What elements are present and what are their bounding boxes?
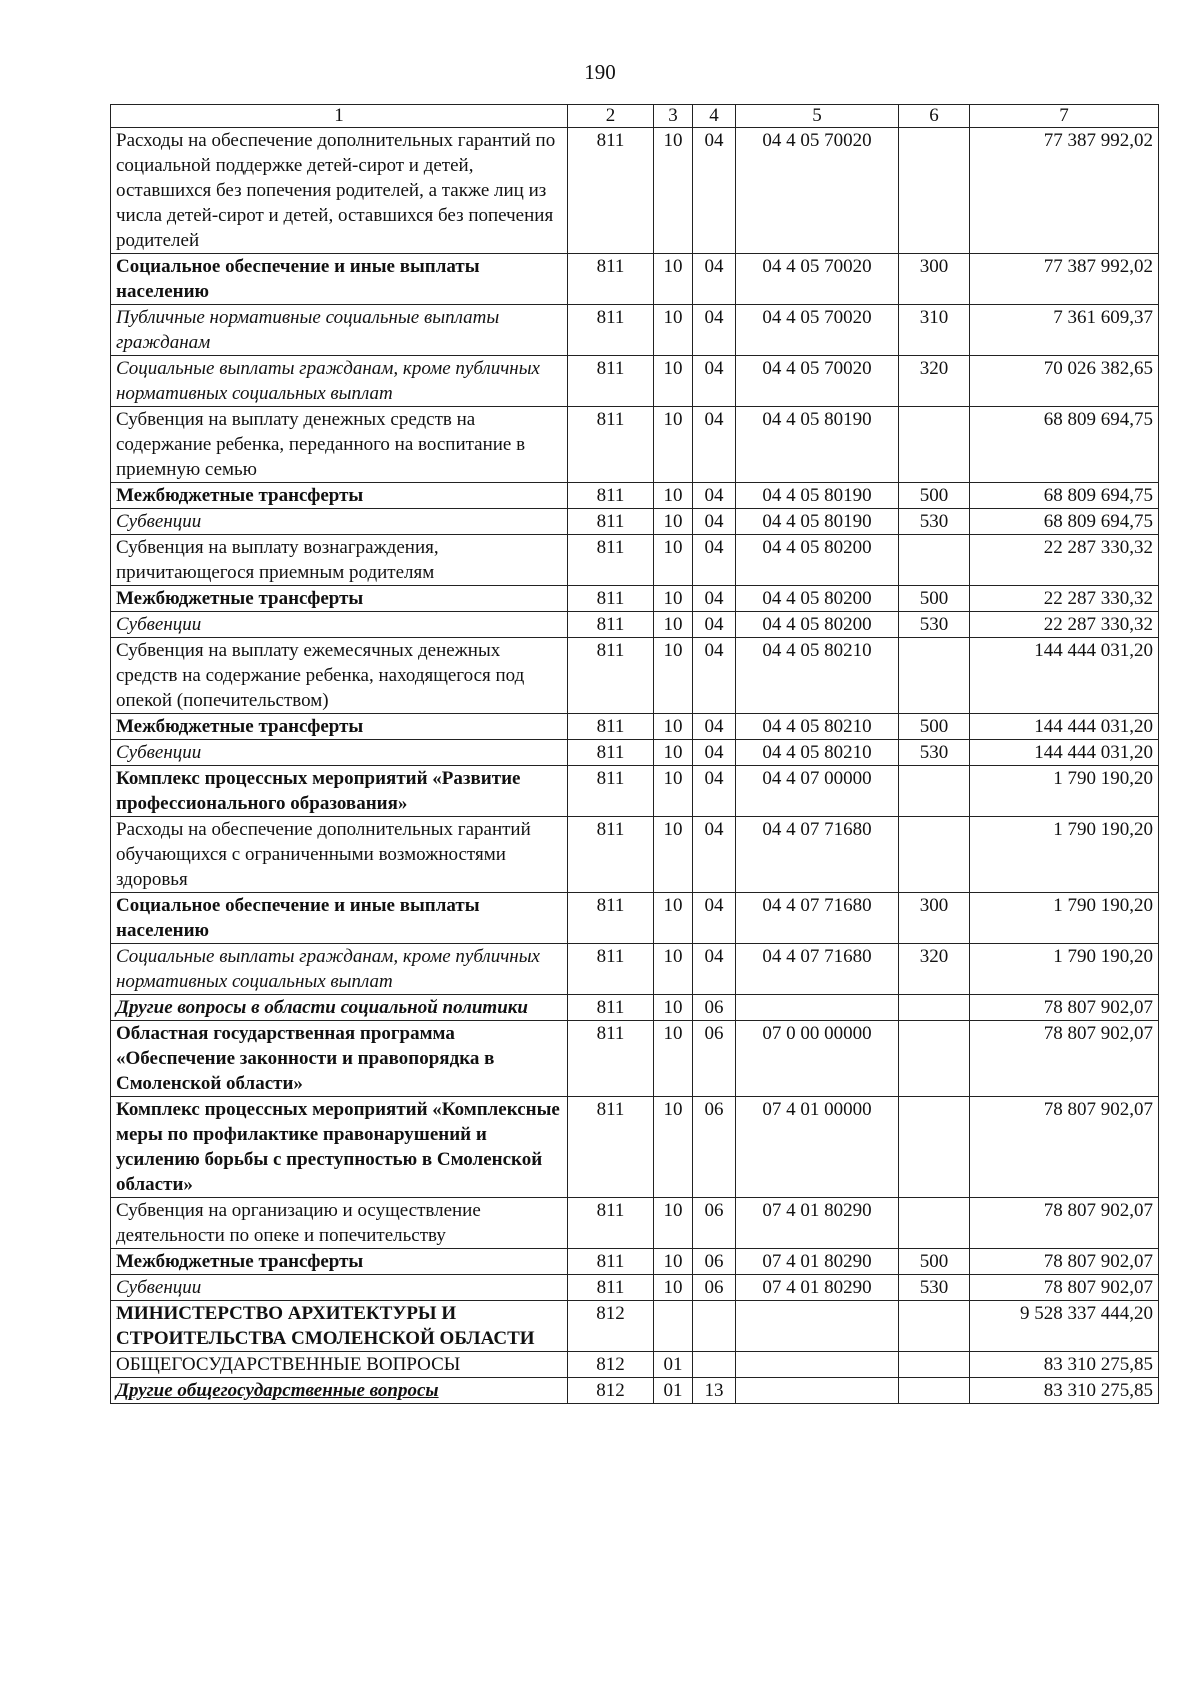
row-name-cell: ОБЩЕГОСУДАРСТВЕННЫЕ ВОПРОСЫ (111, 1352, 568, 1378)
target-article-cell: 07 4 01 80290 (736, 1198, 899, 1249)
table-row (111, 995, 1159, 1021)
ministry-code-cell: 812 (568, 1301, 654, 1352)
target-article-cell: 07 4 01 80290 (736, 1249, 899, 1275)
row-name-cell: Социальные выплаты гражданам, кроме публичных нормативных социальных выплат (111, 944, 568, 995)
target-article-cell: 04 4 05 80200 (736, 535, 899, 586)
expense-type-cell (899, 1378, 970, 1404)
subsection-code-cell: 04 (693, 407, 736, 483)
table-row (111, 586, 1159, 612)
amount-cell: 1 790 190,20 (970, 766, 1159, 817)
table-row (111, 535, 1159, 586)
ministry-code-cell: 811 (568, 944, 654, 995)
amount-cell: 78 807 902,07 (970, 995, 1159, 1021)
ministry-code-cell: 811 (568, 407, 654, 483)
amount-cell: 9 528 337 444,20 (970, 1301, 1159, 1352)
section-code-cell: 10 (654, 1198, 693, 1249)
section-code-cell: 10 (654, 1249, 693, 1275)
amount-cell: 78 807 902,07 (970, 1249, 1159, 1275)
table-row (111, 128, 1159, 254)
subsection-code-cell: 06 (693, 1198, 736, 1249)
section-code-cell: 10 (654, 407, 693, 483)
header-cell: 1 (111, 105, 568, 128)
amount-cell: 144 444 031,20 (970, 714, 1159, 740)
ministry-code-cell: 811 (568, 1097, 654, 1198)
amount-cell: 22 287 330,32 (970, 535, 1159, 586)
section-code-cell: 10 (654, 254, 693, 305)
subsection-code-cell: 04 (693, 893, 736, 944)
subsection-code-cell: 04 (693, 714, 736, 740)
row-name-cell: Субвенции (111, 740, 568, 766)
row-name-cell: Другие вопросы в области социальной политики (111, 995, 568, 1021)
section-code-cell: 10 (654, 535, 693, 586)
target-article-cell (736, 995, 899, 1021)
row-name-cell: МИНИСТЕРСТВО АРХИТЕКТУРЫ И СТРОИТЕЛЬСТВА СМОЛЕНСКОЙ ОБЛАСТИ (111, 1301, 568, 1352)
header-cell: 7 (970, 105, 1159, 128)
row-name-cell: Комплекс процессных мероприятий «Развитие профессионального образования» (111, 766, 568, 817)
section-code-cell: 10 (654, 714, 693, 740)
section-code-cell: 10 (654, 995, 693, 1021)
amount-cell: 68 809 694,75 (970, 407, 1159, 483)
ministry-code-cell: 811 (568, 714, 654, 740)
row-name-cell: Другие общегосударственные вопросы (111, 1378, 568, 1404)
row-name-cell: Межбюджетные трансферты (111, 1249, 568, 1275)
row-name-cell: Областная государственная программа «Обеспечение законности и правопорядка в Смоленской области» (111, 1021, 568, 1097)
expense-type-cell: 530 (899, 1275, 970, 1301)
subsection-code-cell: 04 (693, 356, 736, 407)
subsection-code-cell: 04 (693, 586, 736, 612)
section-code-cell: 10 (654, 638, 693, 714)
amount-cell: 7 361 609,37 (970, 305, 1159, 356)
section-code-cell: 10 (654, 128, 693, 254)
row-name-cell: Межбюджетные трансферты (111, 714, 568, 740)
expense-type-cell (899, 766, 970, 817)
amount-cell: 22 287 330,32 (970, 586, 1159, 612)
expense-type-cell (899, 995, 970, 1021)
table-row (111, 740, 1159, 766)
section-code-cell (654, 1301, 693, 1352)
header-row (111, 105, 1159, 128)
section-code-cell: 10 (654, 305, 693, 356)
section-code-cell: 10 (654, 740, 693, 766)
subsection-code-cell (693, 1301, 736, 1352)
subsection-code-cell: 04 (693, 638, 736, 714)
row-name-cell: Расходы на обеспечение дополнительных гарантий по социальной поддержке детей-сирот и детей, оставшихся без попечения родителей, а также лиц из числа детей-сирот и детей, оставшихся без попечения родителей (111, 128, 568, 254)
table-row (111, 509, 1159, 535)
target-article-cell: 07 4 01 80290 (736, 1275, 899, 1301)
target-article-cell: 04 4 05 80200 (736, 586, 899, 612)
header-cell: 3 (654, 105, 693, 128)
amount-cell: 83 310 275,85 (970, 1378, 1159, 1404)
subsection-code-cell: 06 (693, 1275, 736, 1301)
row-name-cell: Межбюджетные трансферты (111, 483, 568, 509)
subsection-code-cell: 06 (693, 1097, 736, 1198)
row-name-cell: Межбюджетные трансферты (111, 586, 568, 612)
target-article-cell: 04 4 07 71680 (736, 893, 899, 944)
target-article-cell: 04 4 05 80210 (736, 740, 899, 766)
row-name-cell: Субвенция на выплату денежных средств на содержание ребенка, переданного на воспитание в приемную семью (111, 407, 568, 483)
ministry-code-cell: 811 (568, 817, 654, 893)
expense-type-cell: 500 (899, 483, 970, 509)
header-cell: 2 (568, 105, 654, 128)
section-code-cell: 10 (654, 509, 693, 535)
ministry-code-cell: 811 (568, 254, 654, 305)
expense-type-cell: 530 (899, 612, 970, 638)
section-code-cell: 10 (654, 612, 693, 638)
target-article-cell: 04 4 05 70020 (736, 305, 899, 356)
expense-type-cell (899, 407, 970, 483)
amount-cell: 22 287 330,32 (970, 612, 1159, 638)
ministry-code-cell: 811 (568, 995, 654, 1021)
expense-type-cell: 320 (899, 944, 970, 995)
ministry-code-cell: 811 (568, 1021, 654, 1097)
expense-type-cell: 500 (899, 714, 970, 740)
amount-cell: 78 807 902,07 (970, 1198, 1159, 1249)
ministry-code-cell: 811 (568, 305, 654, 356)
target-article-cell: 07 4 01 00000 (736, 1097, 899, 1198)
subsection-code-cell: 04 (693, 612, 736, 638)
target-article-cell: 04 4 05 70020 (736, 128, 899, 254)
subsection-code-cell: 04 (693, 483, 736, 509)
header-cell: 6 (899, 105, 970, 128)
subsection-code-cell: 06 (693, 1021, 736, 1097)
subsection-code-cell: 04 (693, 509, 736, 535)
amount-cell: 1 790 190,20 (970, 944, 1159, 995)
header-cell: 4 (693, 105, 736, 128)
amount-cell: 1 790 190,20 (970, 817, 1159, 893)
target-article-cell: 04 4 05 80210 (736, 714, 899, 740)
target-article-cell: 04 4 05 80210 (736, 638, 899, 714)
subsection-code-cell: 04 (693, 817, 736, 893)
target-article-cell (736, 1301, 899, 1352)
budget-table (110, 104, 1159, 1404)
amount-cell: 144 444 031,20 (970, 638, 1159, 714)
table-row (111, 714, 1159, 740)
expense-type-cell (899, 817, 970, 893)
ministry-code-cell: 811 (568, 356, 654, 407)
target-article-cell: 07 0 00 00000 (736, 1021, 899, 1097)
row-name-cell: Субвенция на выплату ежемесячных денежных средств на содержание ребенка, находящегося под опекой (попечительством) (111, 638, 568, 714)
section-code-cell: 10 (654, 766, 693, 817)
amount-cell: 68 809 694,75 (970, 483, 1159, 509)
section-code-cell: 10 (654, 817, 693, 893)
subsection-code-cell: 06 (693, 1249, 736, 1275)
subsection-code-cell: 04 (693, 944, 736, 995)
subsection-code-cell: 04 (693, 128, 736, 254)
table-row (111, 1352, 1159, 1378)
row-name-cell: Социальное обеспечение и иные выплаты населению (111, 254, 568, 305)
expense-type-cell: 530 (899, 509, 970, 535)
expense-type-cell: 310 (899, 305, 970, 356)
table-row (111, 1378, 1159, 1404)
row-name-cell: Расходы на обеспечение дополнительных гарантий обучающихся с ограниченными возможностями здоровья (111, 817, 568, 893)
expense-type-cell (899, 1021, 970, 1097)
amount-cell: 78 807 902,07 (970, 1021, 1159, 1097)
amount-cell: 1 790 190,20 (970, 893, 1159, 944)
expense-type-cell: 500 (899, 1249, 970, 1275)
ministry-code-cell: 811 (568, 766, 654, 817)
row-name-cell: Комплекс процессных мероприятий «Комплексные меры по профилактике правонарушений и усилению борьбы с преступностью в Смоленской области» (111, 1097, 568, 1198)
subsection-code-cell: 13 (693, 1378, 736, 1404)
expense-type-cell: 300 (899, 893, 970, 944)
section-code-cell: 01 (654, 1352, 693, 1378)
target-article-cell: 04 4 05 70020 (736, 254, 899, 305)
section-code-cell: 10 (654, 483, 693, 509)
subsection-code-cell: 06 (693, 995, 736, 1021)
table-row (111, 1097, 1159, 1198)
amount-cell: 68 809 694,75 (970, 509, 1159, 535)
row-name-cell: Субвенции (111, 509, 568, 535)
row-name-cell: Субвенции (111, 1275, 568, 1301)
subsection-code-cell: 04 (693, 535, 736, 586)
section-code-cell: 10 (654, 356, 693, 407)
table-row (111, 254, 1159, 305)
amount-cell: 78 807 902,07 (970, 1097, 1159, 1198)
target-article-cell: 04 4 05 70020 (736, 356, 899, 407)
row-name-cell: Публичные нормативные социальные выплаты гражданам (111, 305, 568, 356)
subsection-code-cell (693, 1352, 736, 1378)
section-code-cell: 10 (654, 893, 693, 944)
ministry-code-cell: 811 (568, 893, 654, 944)
table-row (111, 1021, 1159, 1097)
target-article-cell: 04 4 05 80190 (736, 509, 899, 535)
table-row (111, 766, 1159, 817)
table-row (111, 1275, 1159, 1301)
section-code-cell: 10 (654, 944, 693, 995)
header-cell: 5 (736, 105, 899, 128)
table-row (111, 1198, 1159, 1249)
ministry-code-cell: 812 (568, 1378, 654, 1404)
subsection-code-cell: 04 (693, 766, 736, 817)
amount-cell: 144 444 031,20 (970, 740, 1159, 766)
target-article-cell: 04 4 05 80190 (736, 483, 899, 509)
table-row (111, 944, 1159, 995)
table-row (111, 483, 1159, 509)
amount-cell: 77 387 992,02 (970, 254, 1159, 305)
table-row (111, 638, 1159, 714)
page-number: 190 (584, 60, 616, 84)
ministry-code-cell: 811 (568, 1249, 654, 1275)
row-name-cell: Субвенция на выплату вознаграждения, причитающегося приемным родителям (111, 535, 568, 586)
expense-type-cell (899, 535, 970, 586)
row-name-cell: Социальные выплаты гражданам, кроме публичных нормативных социальных выплат (111, 356, 568, 407)
subsection-code-cell: 04 (693, 740, 736, 766)
ministry-code-cell: 811 (568, 535, 654, 586)
subsection-code-cell: 04 (693, 254, 736, 305)
expense-type-cell (899, 1301, 970, 1352)
section-code-cell: 10 (654, 1021, 693, 1097)
ministry-code-cell: 811 (568, 509, 654, 535)
table-row (111, 356, 1159, 407)
section-code-cell: 01 (654, 1378, 693, 1404)
target-article-cell: 04 4 07 71680 (736, 817, 899, 893)
row-name-cell: Социальное обеспечение и иные выплаты населению (111, 893, 568, 944)
target-article-cell (736, 1378, 899, 1404)
amount-cell: 77 387 992,02 (970, 128, 1159, 254)
table-row (111, 1301, 1159, 1352)
row-name-cell: Субвенция на организацию и осуществление деятельности по опеке и попечительству (111, 1198, 568, 1249)
expense-type-cell: 300 (899, 254, 970, 305)
table-row (111, 817, 1159, 893)
table-row (111, 893, 1159, 944)
target-article-cell: 04 4 07 00000 (736, 766, 899, 817)
target-article-cell: 04 4 05 80200 (736, 612, 899, 638)
section-code-cell: 10 (654, 1097, 693, 1198)
ministry-code-cell: 811 (568, 128, 654, 254)
ministry-code-cell: 811 (568, 483, 654, 509)
section-code-cell: 10 (654, 1275, 693, 1301)
target-article-cell (736, 1352, 899, 1378)
row-name-cell: Субвенции (111, 612, 568, 638)
table-row (111, 1249, 1159, 1275)
expense-type-cell: 320 (899, 356, 970, 407)
target-article-cell: 04 4 05 80190 (736, 407, 899, 483)
ministry-code-cell: 811 (568, 586, 654, 612)
expense-type-cell (899, 1097, 970, 1198)
expense-type-cell (899, 638, 970, 714)
target-article-cell: 04 4 07 71680 (736, 944, 899, 995)
table-row (111, 407, 1159, 483)
ministry-code-cell: 811 (568, 1275, 654, 1301)
amount-cell: 78 807 902,07 (970, 1275, 1159, 1301)
ministry-code-cell: 811 (568, 638, 654, 714)
subsection-code-cell: 04 (693, 305, 736, 356)
expense-type-cell: 500 (899, 586, 970, 612)
ministry-code-cell: 811 (568, 740, 654, 766)
section-code-cell: 10 (654, 586, 693, 612)
expense-type-cell (899, 128, 970, 254)
table-row (111, 612, 1159, 638)
expense-type-cell (899, 1198, 970, 1249)
amount-cell: 70 026 382,65 (970, 356, 1159, 407)
expense-type-cell: 530 (899, 740, 970, 766)
ministry-code-cell: 811 (568, 1198, 654, 1249)
table-row (111, 305, 1159, 356)
ministry-code-cell: 811 (568, 612, 654, 638)
expense-type-cell (899, 1352, 970, 1378)
ministry-code-cell: 812 (568, 1352, 654, 1378)
amount-cell: 83 310 275,85 (970, 1352, 1159, 1378)
